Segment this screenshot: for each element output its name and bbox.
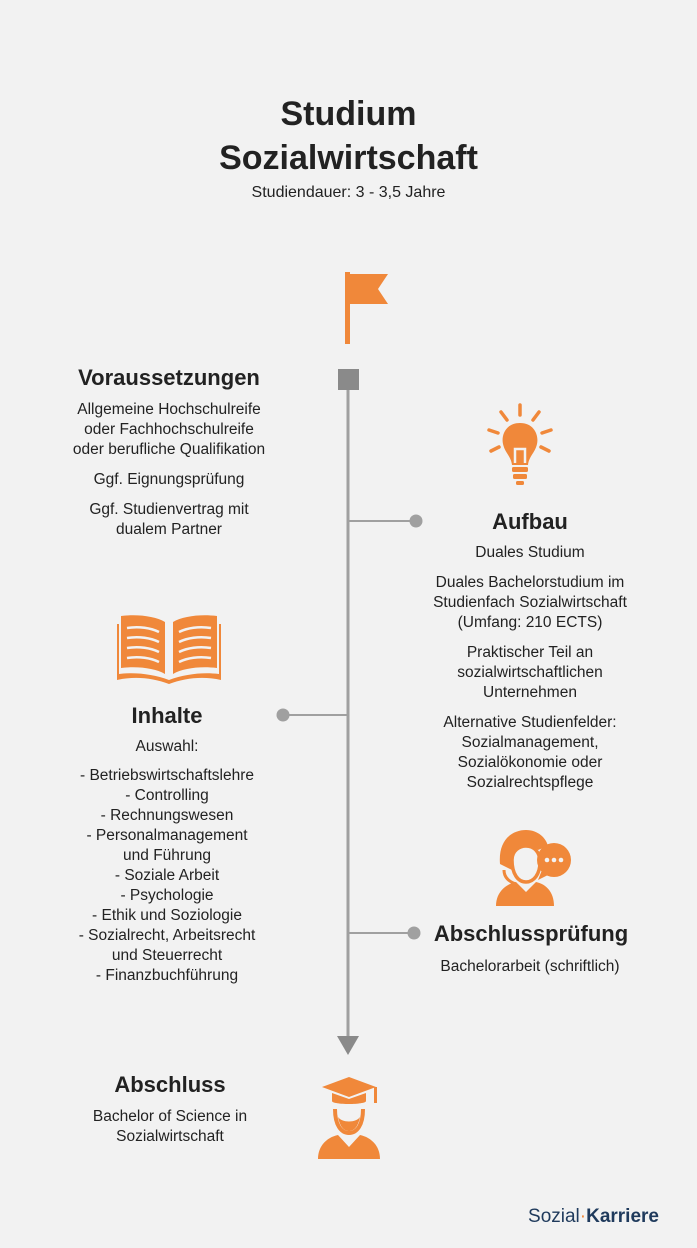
aufbau-heading: Aufbau	[492, 509, 568, 534]
voraussetzungen-heading: Voraussetzungen	[78, 365, 260, 390]
title-line1: Studium	[280, 95, 417, 133]
abschluss-text: Bachelor of Science in Sozialwirtschaft	[92, 1108, 248, 1145]
flag-icon	[340, 270, 390, 346]
dot-abschlusspruefung	[408, 927, 421, 940]
subtitle: Studiendauer: 3 - 3,5 Jahre	[251, 184, 446, 201]
list-item: - Betriebswirtschaftslehre	[79, 767, 254, 784]
inhalte-list	[47, 737, 287, 986]
list-item: - Finanzbuchführung	[95, 967, 239, 984]
list-item: Ggf. Studienvertrag mit dualem Partner	[89, 501, 249, 538]
list-item: - Psychologie	[120, 887, 214, 904]
list-item: - Controlling	[125, 787, 209, 804]
voraussetzungen-list	[40, 400, 298, 550]
logo-dot: ·	[579, 1206, 587, 1227]
list-item: Alternative Studienfelder: Sozialmanagement, Sozialökonomie oder Sozialrechtspflege	[443, 714, 617, 791]
list-item: Duales Bachelorstudium im Studienfach Sozialwirtschaft (Umfang: 210 ECTS)	[433, 574, 627, 631]
book-icon	[115, 612, 223, 688]
list-item: - Sozialrecht, Arbeitsrecht und Steuerrecht	[78, 927, 256, 964]
inhalte-intro: Auswahl:	[135, 738, 199, 755]
person-speech-icon	[492, 826, 574, 908]
abschlusspruefung-heading: Abschlussprüfung	[433, 921, 629, 946]
list-item: - Rechnungswesen	[100, 807, 234, 824]
list-item: - Personalmanagement und Führung	[86, 827, 248, 864]
list-item: Ggf. Eignungsprüfung	[93, 471, 245, 488]
list-item: Duales Studium	[475, 544, 585, 561]
list-item: - Ethik und Soziologie	[92, 907, 242, 924]
aufbau-list	[405, 543, 655, 803]
brand-logo	[528, 1206, 659, 1228]
lightbulb-icon	[487, 403, 553, 487]
list-item: - Soziale Arbeit	[114, 867, 220, 884]
title-line2: Sozialwirtschaft	[219, 139, 478, 177]
abschluss-heading: Abschluss	[114, 1072, 226, 1097]
graduate-icon	[314, 1075, 384, 1159]
abschlusspruefung-text: Bachelorarbeit (schriftlich)	[440, 958, 620, 975]
logo-part2: Karriere	[586, 1206, 659, 1227]
timeline-arrow	[337, 1036, 359, 1055]
timeline-start-marker	[338, 369, 359, 390]
list-item: Allgemeine Hochschulreife oder Fachhochschulreife oder berufliche Qualifikation	[72, 401, 266, 458]
dot-inhalte	[277, 709, 290, 722]
inhalte-heading: Inhalte	[131, 703, 203, 728]
logo-part1: Sozial	[528, 1206, 580, 1227]
list-item: Praktischer Teil an sozialwirtschaftlichen Unternehmen	[457, 644, 603, 701]
